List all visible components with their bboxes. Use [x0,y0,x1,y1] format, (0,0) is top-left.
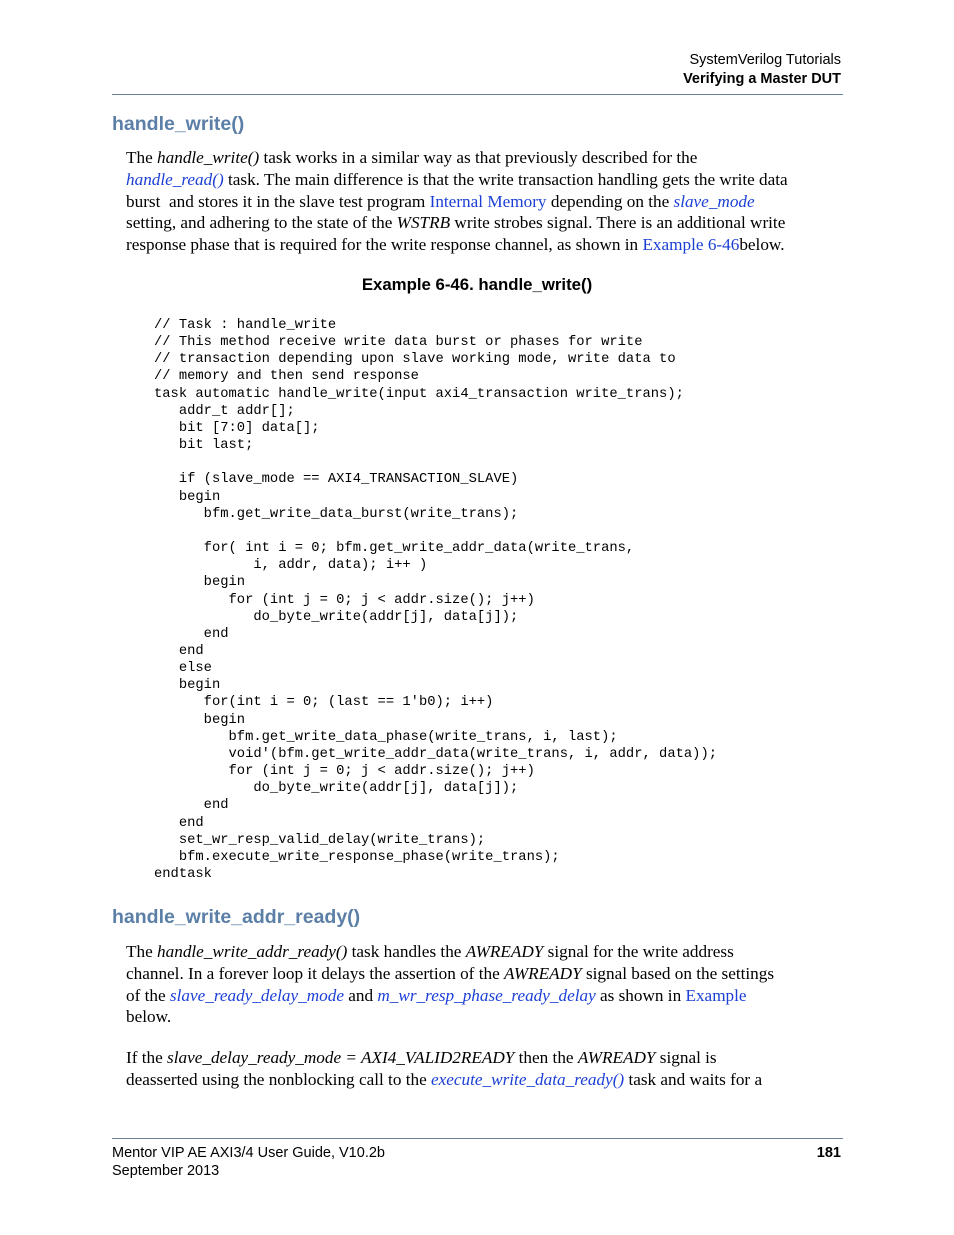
example-6-46-link[interactable]: Example 6-46 [642,235,740,255]
text-line: The handle_write() task works in a similar way as that previously described for the [126,148,698,167]
header-rule [112,94,843,95]
text-line: channel. In a forever loop it delays the assertion of the AWREADY signal based on the settings [126,963,775,983]
slave-ready-delay-mode-link[interactable]: slave_ready_delay_mode [169,985,344,1005]
text-line: setting, and adhering to the state of the WSTRB write strobes signal. There is an additional write [126,213,786,233]
example-link[interactable]: Example [685,985,747,1005]
text-line: handle_read() task. The main difference is that the write transaction handling gets the write data [126,169,788,189]
running-header-section: SystemVerilog Tutorials [689,52,841,68]
footer-date: September 2013 [112,1163,220,1179]
section-heading-handle-write: handle_write() [112,113,245,135]
internal-memory-link[interactable]: Internal Memory [429,191,547,211]
m-wr-resp-phase-ready-delay-link[interactable]: m_wr_resp_phase_ready_delay [377,985,596,1005]
text-line: If the slave_delay_ready_mode = AXI4_VALID2READY then the AWREADY signal is [126,1048,717,1067]
execute-write-data-ready-link[interactable]: execute_write_data_ready() [431,1069,625,1089]
footer-doc-title: Mentor VIP AE AXI3/4 User Guide, V10.2b [112,1145,385,1161]
text-line: deasserted using the nonblocking call to the execute_write_data_ready() task and waits for a [126,1069,763,1089]
text-line: burst and stores it in the slave test program Internal Memory depending on the slave_mode [126,191,755,211]
section-heading-handle-write-addr-ready: handle_write_addr_ready() [112,906,361,928]
page-number: 181 [816,1145,841,1161]
handle-write-paragraph [126,147,846,256]
footer-rule [112,1138,843,1139]
slave-mode-link[interactable]: slave_mode [673,191,755,211]
text-line: below. [126,1007,172,1027]
handle-write-addr-ready-paragraph [126,941,846,1028]
text-line: The handle_write_addr_ready() task handles the AWREADY signal for the write address [126,942,734,961]
running-header-subsection: Verifying a Master DUT [683,71,841,87]
handle-read-link[interactable]: handle_read() [126,169,224,189]
example-caption: Example 6-46. handle_write() [361,275,593,294]
text-line: of the slave_ready_delay_mode and m_wr_resp_phase_ready_delay as shown in Example [126,985,747,1005]
awready-deassert-paragraph [126,1047,846,1091]
text-line: response phase that is required for the write response channel, as shown in Example 6-46below. [126,235,785,255]
code-listing: // Task : handle_write // This method receive write data burst or phases for write // transaction depending upon slave working mode, write data to // memory and then send response task automatic handle_write(input axi4_transaction write_trans); addr_t addr[]; bit [7:0] data[]; bit last; if (slave_mode == AXI4_TRANSACTION_SLAVE) begin bfm.get_write_data_burst(write_trans); for( int i = 0; bfm.get_write_addr_data(write_trans, i, addr, data); i++ ) begin for (int j = 0; j < addr.size(); j++) do_byte_write(addr[j], data[j]); end end else begin for(int i = 0; (last == 1'b0); i++) begin bfm.get_write_data_phase(write_trans, i, last); void'(bfm.get_write_addr_data(write_trans, i, addr, data)); for (int j = 0; j < addr.size(); j++) do_byte_write(addr[j], data[j]); end end set_wr_resp_valid_delay(write_trans); bfm.execute_write_response_phase(write_trans); endtask [154,318,718,882]
